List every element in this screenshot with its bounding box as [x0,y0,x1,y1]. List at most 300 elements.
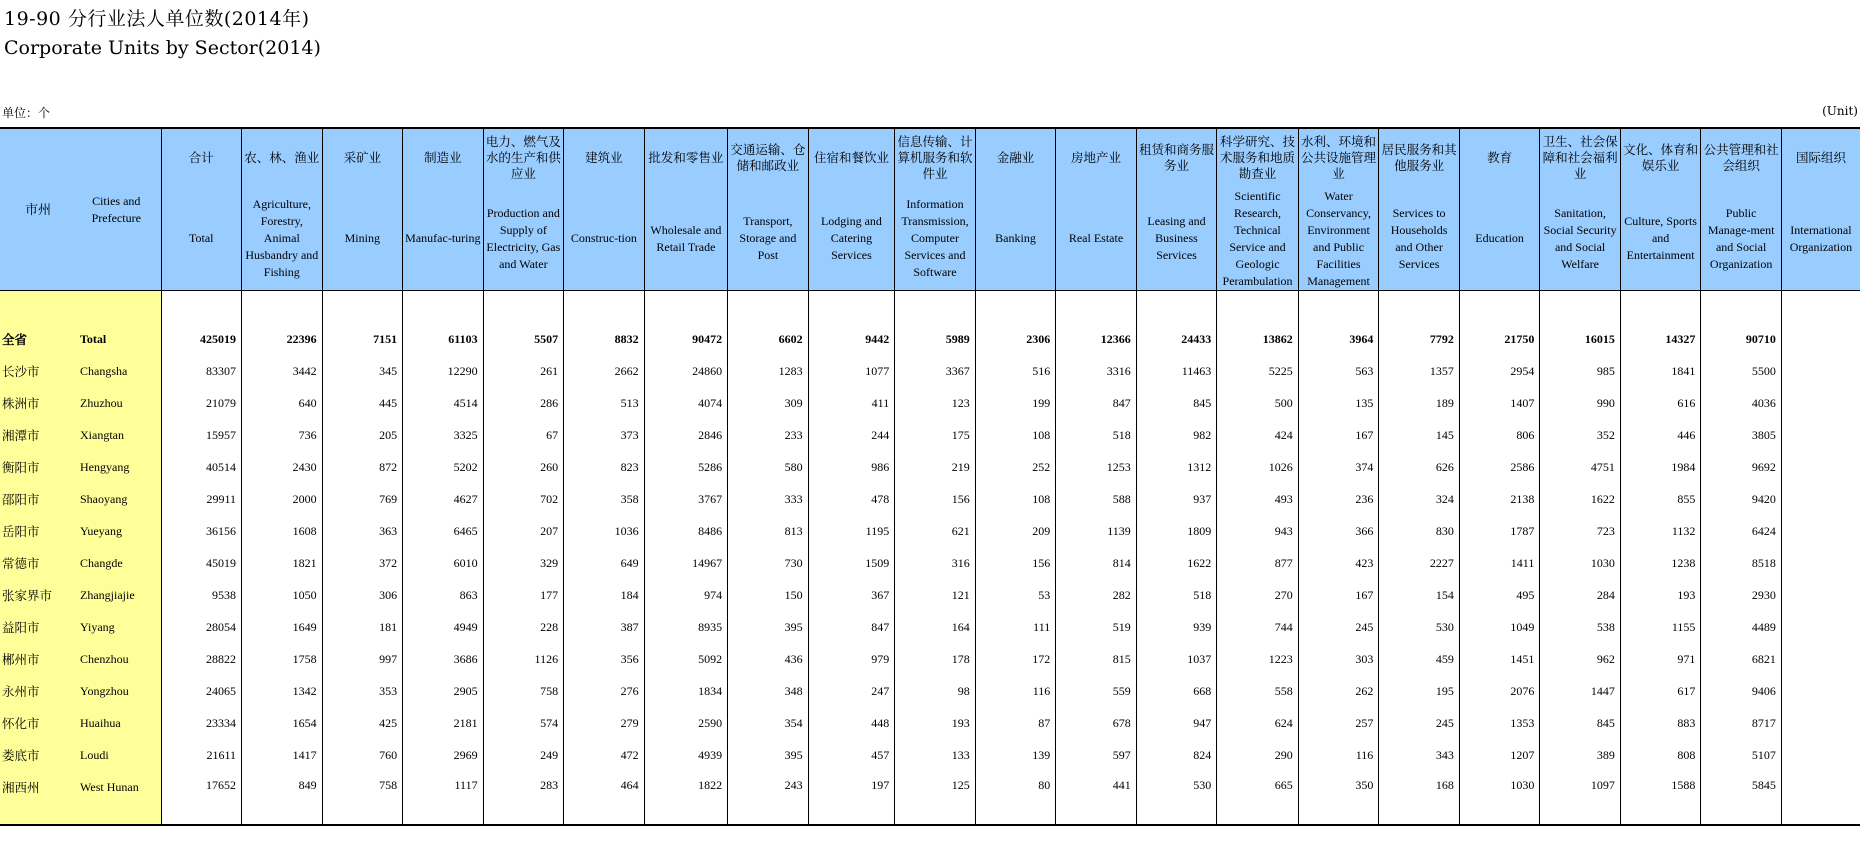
value-cell: 257 [1298,707,1379,739]
value-cell: 167 [1298,419,1379,451]
value-cell: 877 [1217,547,1299,579]
value-cell: 167 [1298,579,1379,611]
value-cell: 233 [728,419,809,451]
value-cell: 354 [728,707,809,739]
value-cell: 348 [728,675,809,707]
value-cell [1781,643,1860,675]
value-cell: 3367 [895,355,976,387]
value-cell: 303 [1298,643,1379,675]
value-cell: 1030 [1459,771,1540,825]
column-header [564,128,645,291]
area-cell [0,419,161,451]
value-cell: 178 [895,643,976,675]
value-cell: 4514 [403,387,484,419]
value-cell: 760 [322,739,403,771]
area-name-cn: 怀化市 [2,717,40,731]
empty-cell [975,291,1056,324]
value-cell: 395 [728,739,809,771]
empty-cell [564,291,645,324]
value-cell: 2969 [403,739,484,771]
value-cell: 4036 [1701,387,1782,419]
value-cell: 446 [1620,419,1701,451]
table-header-row [0,128,1860,291]
value-cell: 448 [808,707,895,739]
value-cell: 974 [644,579,728,611]
value-cell: 1253 [1056,451,1137,483]
value-cell: 261 [483,355,564,387]
value-cell: 1588 [1620,771,1701,825]
value-cell: 872 [322,451,403,483]
value-cell: 1126 [483,643,564,675]
value-cell [1781,707,1860,739]
column-header-cn: 水利、环境和公共设施管理业 [1301,135,1377,181]
area-name-en: Hengyang [80,459,130,474]
value-cell: 270 [1217,579,1299,611]
value-cell: 135 [1298,387,1379,419]
value-cell: 1834 [644,675,728,707]
table-row [0,579,1860,611]
value-cell: 563 [1298,355,1379,387]
value-cell: 624 [1217,707,1299,739]
value-cell: 150 [728,579,809,611]
value-cell: 283 [483,771,564,825]
area-cell [0,547,161,579]
column-header-cn: 公共管理和社会组织 [1703,143,1779,173]
value-cell: 617 [1620,675,1701,707]
column-header [975,128,1056,291]
value-cell: 1649 [242,611,323,643]
value-cell: 9420 [1701,483,1782,515]
value-cell: 5507 [483,323,564,355]
value-cell: 519 [1056,611,1137,643]
value-cell: 459 [1379,643,1460,675]
area-cell [0,451,161,483]
value-cell: 193 [895,707,976,739]
value-cell: 316 [895,547,976,579]
value-cell: 373 [564,419,645,451]
value-cell: 15957 [161,419,242,451]
value-cell: 845 [1540,707,1621,739]
column-header-en: Total [189,231,214,245]
value-cell: 4751 [1540,451,1621,483]
value-cell: 164 [895,611,976,643]
value-cell: 244 [808,419,895,451]
value-cell: 5202 [403,451,484,483]
value-cell: 358 [564,483,645,515]
column-header-en: Public Manage-ment and Social Organization [1707,205,1775,271]
value-cell: 1353 [1459,707,1540,739]
column-header [483,128,564,291]
value-cell: 2000 [242,483,323,515]
column-header [161,128,242,291]
value-cell: 133 [895,739,976,771]
area-name-cn: 湘潭市 [2,429,40,443]
area-cell [0,771,161,825]
value-cell: 23334 [161,707,242,739]
value-cell: 986 [808,451,895,483]
value-cell: 5845 [1701,771,1782,825]
column-header-en: Real Estate [1068,231,1124,245]
value-cell: 22396 [242,323,323,355]
value-cell: 306 [322,579,403,611]
area-name-cn: 衡阳市 [2,461,40,475]
value-cell: 830 [1379,515,1460,547]
column-header [1379,128,1460,291]
value-cell: 98 [895,675,976,707]
area-name-en: Chenzhou [80,651,129,666]
value-cell: 61103 [403,323,484,355]
column-header [1540,128,1621,291]
value-cell: 8935 [644,611,728,643]
value-cell: 108 [975,483,1056,515]
column-header-cn: 合计 [188,151,214,165]
value-cell: 9406 [1701,675,1782,707]
value-cell: 997 [322,643,403,675]
value-cell: 493 [1217,483,1299,515]
value-cell: 4949 [403,611,484,643]
value-cell: 53 [975,579,1056,611]
value-cell: 990 [1540,387,1621,419]
value-cell: 156 [895,483,976,515]
empty-cell [728,291,809,324]
table-row [0,451,1860,483]
value-cell: 665 [1217,771,1299,825]
value-cell: 4489 [1701,611,1782,643]
value-cell: 28054 [161,611,242,643]
table-row [0,611,1860,643]
value-cell: 937 [1136,483,1217,515]
value-cell: 425 [322,707,403,739]
value-cell: 1132 [1620,515,1701,547]
value-cell: 87 [975,707,1056,739]
empty-cell [644,291,728,324]
value-cell: 824 [1136,739,1217,771]
empty-cell [242,291,323,324]
value-cell: 83307 [161,355,242,387]
value-cell: 863 [403,579,484,611]
area-cell [0,515,161,547]
value-cell: 363 [322,515,403,547]
value-cell: 125 [895,771,976,825]
column-header [728,128,809,291]
area-name-cn: 常德市 [2,557,40,571]
column-header [1620,128,1701,291]
value-cell: 219 [895,451,976,483]
area-cell [0,643,161,675]
value-cell [1781,739,1860,771]
column-header [808,128,895,291]
area-cell [0,611,161,643]
column-header [242,128,323,291]
value-cell: 121 [895,579,976,611]
value-cell: 374 [1298,451,1379,483]
area-cell [0,355,161,387]
value-cell: 172 [975,643,1056,675]
value-cell: 8486 [644,515,728,547]
value-cell: 1451 [1459,643,1540,675]
area-name-en: Total [80,331,107,346]
value-cell: 423 [1298,547,1379,579]
value-cell: 8518 [1701,547,1782,579]
value-cell: 1155 [1620,611,1701,643]
value-cell: 343 [1379,739,1460,771]
value-cell: 353 [322,675,403,707]
column-header-cn: 国际组织 [1795,151,1846,165]
value-cell: 9538 [161,579,242,611]
area-name-en: Changde [80,555,123,570]
column-header [1136,128,1217,291]
page-title-en: Corporate Units by Sector(2014) [4,37,321,59]
value-cell: 518 [1056,419,1137,451]
empty-cell [1056,291,1137,324]
value-cell: 2905 [403,675,484,707]
table-row [0,515,1860,547]
area-name-cn: 株洲市 [2,397,40,411]
value-cell: 145 [1379,419,1460,451]
value-cell: 111 [975,611,1056,643]
value-cell: 1809 [1136,515,1217,547]
value-cell: 8717 [1701,707,1782,739]
empty-cell [1459,291,1540,324]
value-cell: 640 [242,387,323,419]
area-name-cn: 益阳市 [2,621,40,635]
column-header [895,128,976,291]
column-header-cn: 农、林、渔业 [244,151,320,165]
value-cell: 6821 [1701,643,1782,675]
value-cell: 1049 [1459,611,1540,643]
value-cell [1781,483,1860,515]
value-cell: 177 [483,579,564,611]
table-row [0,707,1860,739]
column-header-en: Agriculture, Forestry, Animal Husbandry and Fishing [245,197,319,279]
table-row [0,355,1860,387]
value-cell: 205 [322,419,403,451]
column-header [1781,128,1860,291]
value-cell: 24065 [161,675,242,707]
value-cell: 247 [808,675,895,707]
column-header-cn: 房地产业 [1071,151,1122,165]
value-cell: 424 [1217,419,1299,451]
value-cell: 345 [322,355,403,387]
area-name-cn: 郴州市 [2,653,40,667]
value-cell: 9442 [808,323,895,355]
value-cell: 441 [1056,771,1137,825]
value-cell: 2181 [403,707,484,739]
value-cell: 1223 [1217,643,1299,675]
value-cell [1781,387,1860,419]
value-cell: 769 [322,483,403,515]
value-cell: 228 [483,611,564,643]
value-cell: 9692 [1701,451,1782,483]
value-cell: 236 [1298,483,1379,515]
column-header-en: Production and Supply of Electricity, Gas and Water [486,205,561,271]
column-header-cn: 文化、体育和娱乐业 [1623,143,1699,173]
value-cell: 395 [728,611,809,643]
value-cell: 324 [1379,483,1460,515]
value-cell: 411 [808,387,895,419]
value-cell: 1342 [242,675,323,707]
value-cell: 495 [1459,579,1540,611]
value-cell: 1238 [1620,547,1701,579]
value-cell: 1654 [242,707,323,739]
value-cell: 13862 [1217,323,1299,355]
value-cell: 5225 [1217,355,1299,387]
empty-cell [1701,291,1782,324]
value-cell: 472 [564,739,645,771]
value-cell: 12366 [1056,323,1137,355]
value-cell: 189 [1379,387,1460,419]
value-cell: 2227 [1379,547,1460,579]
value-cell: 21750 [1459,323,1540,355]
value-cell: 4074 [644,387,728,419]
value-cell: 808 [1620,739,1701,771]
value-cell: 6010 [403,547,484,579]
table-body [0,291,1860,826]
area-name-en: Yiyang [80,619,115,634]
value-cell: 352 [1540,419,1621,451]
value-cell: 245 [1298,611,1379,643]
area-header-en: Cities and Prefecture [91,193,141,225]
value-cell: 193 [1620,579,1701,611]
table-row [0,387,1860,419]
area-name-cn: 全省 [2,333,28,347]
value-cell: 530 [1136,771,1217,825]
value-cell: 1030 [1540,547,1621,579]
value-cell: 3325 [403,419,484,451]
value-cell: 1097 [1540,771,1621,825]
table-row [0,483,1860,515]
empty-cell [1379,291,1460,324]
column-header-en: Services to Households and Other Services [1390,205,1448,271]
value-cell: 197 [808,771,895,825]
value-cell: 90710 [1701,323,1782,355]
value-cell: 538 [1540,611,1621,643]
value-cell: 758 [483,675,564,707]
area-name-cn: 娄底市 [2,749,40,763]
column-header-cn: 制造业 [424,151,462,165]
table-row [0,643,1860,675]
value-cell: 6424 [1701,515,1782,547]
value-cell: 90472 [644,323,728,355]
value-cell: 3805 [1701,419,1782,451]
area-header [0,128,161,291]
value-cell: 1608 [242,515,323,547]
empty-cell [1136,291,1217,324]
value-cell: 845 [1136,387,1217,419]
area-name-en: Changsha [80,363,128,378]
column-header-en: Sanitation, Social Security and Social Welfare [1543,205,1617,271]
value-cell [1781,355,1860,387]
value-cell [1781,323,1860,355]
column-header-en: Lodging and Catering Services [820,214,882,262]
area-name-en: West Hunan [80,779,139,794]
value-cell: 16015 [1540,323,1621,355]
area-cell [0,675,161,707]
value-cell [1781,419,1860,451]
area-name-en: Xiangtan [80,427,124,442]
column-header [644,128,728,291]
column-header-cn: 金融业 [996,151,1035,165]
empty-cell [1217,291,1299,324]
value-cell [1781,611,1860,643]
column-header-cn: 信息传输、计算机服务和软件业 [897,135,973,181]
value-cell: 723 [1540,515,1621,547]
empty-cell [895,291,976,324]
value-cell: 24433 [1136,323,1217,355]
value-cell: 29911 [161,483,242,515]
value-cell [1781,579,1860,611]
column-header-en: Transport, Storage and Post [739,214,797,262]
value-cell: 14327 [1620,323,1701,355]
value-cell: 2138 [1459,483,1540,515]
value-cell: 45019 [161,547,242,579]
value-cell: 199 [975,387,1056,419]
value-cell: 2662 [564,355,645,387]
unit-label-en: (Unit) [1822,104,1858,118]
value-cell: 736 [242,419,323,451]
sector-table [0,127,1860,826]
value-cell: 116 [1298,739,1379,771]
column-header-en: Water Conservancy, Environment and Public Facilities Management [1306,188,1371,288]
value-cell: 6465 [403,515,484,547]
area-cell [0,579,161,611]
value-cell: 80 [975,771,1056,825]
value-cell: 21611 [161,739,242,771]
value-cell: 1357 [1379,355,1460,387]
unit-label-cn: 单位：个 [2,106,51,120]
value-cell: 559 [1056,675,1137,707]
value-cell: 372 [322,547,403,579]
value-cell: 262 [1298,675,1379,707]
value-cell: 276 [564,675,645,707]
value-cell: 1036 [564,515,645,547]
value-cell: 621 [895,515,976,547]
empty-cell [483,291,564,324]
column-header [1298,128,1379,291]
value-cell: 356 [564,643,645,675]
value-cell: 184 [564,579,645,611]
value-cell: 2930 [1701,579,1782,611]
column-header-en: Leasing and Business Services [1147,214,1206,262]
value-cell: 279 [564,707,645,739]
value-cell: 588 [1056,483,1137,515]
area-name-en: Yongzhou [80,683,129,698]
value-cell: 209 [975,515,1056,547]
value-cell: 4627 [403,483,484,515]
column-header-en: Culture, Sports and Entertainment [1624,214,1697,262]
value-cell: 3686 [403,643,484,675]
value-cell: 1447 [1540,675,1621,707]
value-cell: 558 [1217,675,1299,707]
column-header [1459,128,1540,291]
value-cell: 513 [564,387,645,419]
value-cell: 28822 [161,643,242,675]
value-cell: 813 [728,515,809,547]
value-cell: 530 [1379,611,1460,643]
empty-cell [1540,291,1621,324]
value-cell: 116 [975,675,1056,707]
value-cell: 1822 [644,771,728,825]
value-cell: 249 [483,739,564,771]
value-cell: 730 [728,547,809,579]
value-cell: 181 [322,611,403,643]
value-cell: 744 [1217,611,1299,643]
value-cell: 702 [483,483,564,515]
value-cell [1781,771,1860,825]
value-cell: 478 [808,483,895,515]
value-cell: 445 [322,387,403,419]
value-cell: 815 [1056,643,1137,675]
